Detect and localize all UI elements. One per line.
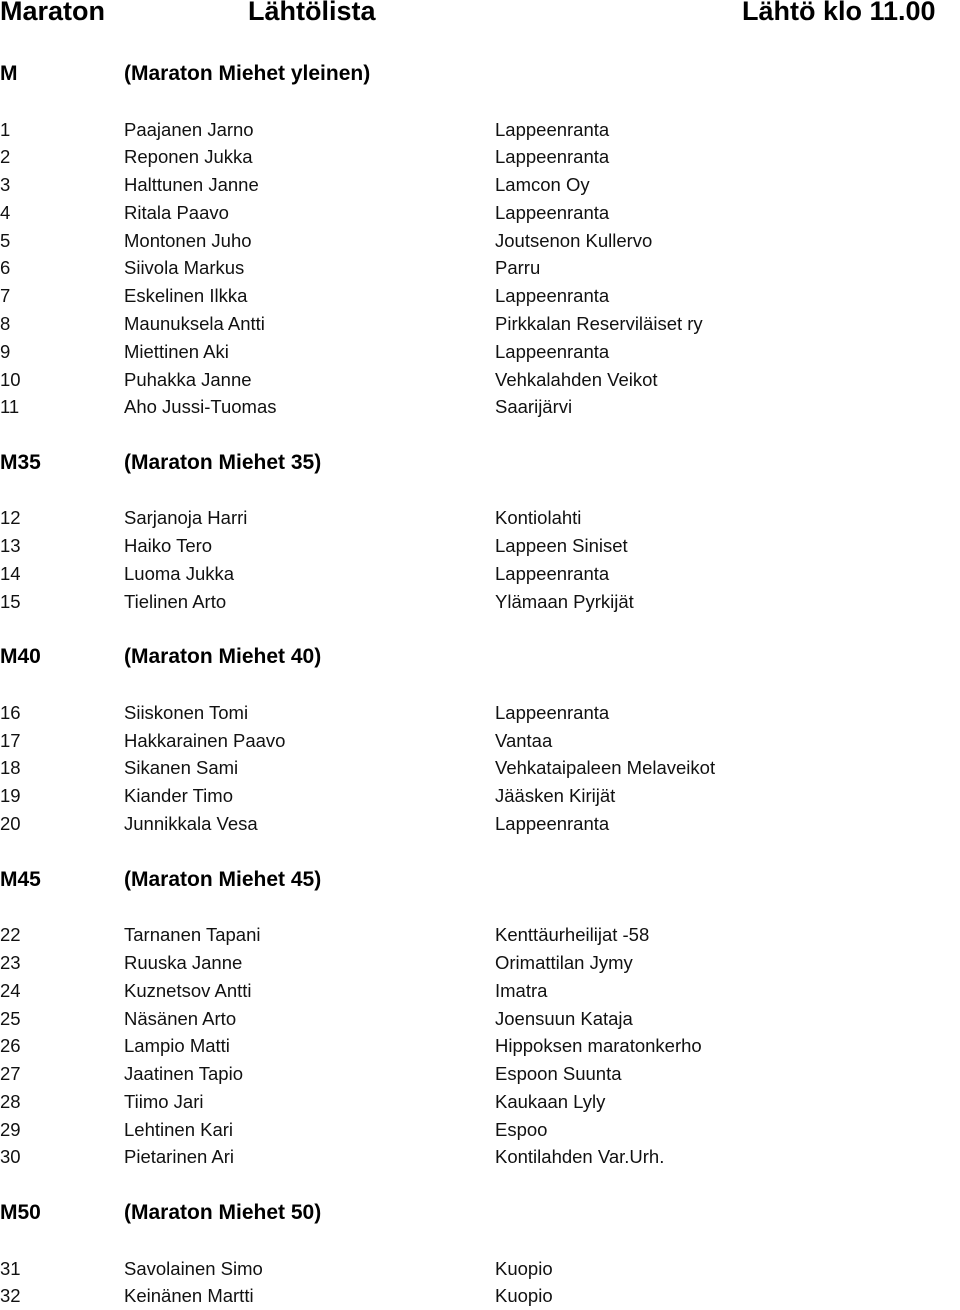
runner-number: 10 — [0, 369, 21, 390]
runner-club: Vantaa — [495, 730, 553, 751]
runner-club: Lappeenranta — [495, 563, 610, 584]
runner-row — [0, 393, 960, 421]
runner-number: 11 — [0, 396, 20, 417]
runner-number: 29 — [0, 1119, 21, 1140]
class-name: (Maraton Miehet 50) — [124, 1201, 322, 1224]
class-heading — [0, 1199, 960, 1227]
runner-row — [0, 810, 960, 838]
class-heading — [0, 643, 960, 671]
runner-number: 1 — [0, 119, 11, 140]
runner-club: Espoo — [495, 1119, 548, 1140]
runner-club: Kaukaan Lyly — [495, 1091, 606, 1112]
runner-row — [0, 1088, 960, 1116]
runner-number: 15 — [0, 591, 21, 612]
runner-row — [0, 1032, 960, 1060]
runner-club: Vehkalahden Veikot — [495, 369, 658, 390]
runner-row — [0, 588, 960, 616]
runner-club: Hippoksen maratonkerho — [495, 1035, 702, 1056]
runner-row — [0, 310, 960, 338]
runner-number: 9 — [0, 341, 11, 362]
runner-name: Junnikkala Vesa — [124, 813, 258, 834]
class-name: (Maraton Miehet yleinen) — [124, 62, 371, 85]
runner-name: Tarnanen Tapani — [124, 924, 261, 945]
runner-row — [0, 254, 960, 282]
class-name: (Maraton Miehet 45) — [124, 868, 322, 891]
runner-number: 2 — [0, 146, 11, 167]
class-heading — [0, 449, 960, 477]
runner-row — [0, 116, 960, 144]
runner-row — [0, 1116, 960, 1144]
runner-club: Lappeenranta — [495, 146, 610, 167]
runner-number: 13 — [0, 535, 21, 556]
runner-name: Siiskonen Tomi — [124, 702, 249, 723]
runner-name: Aho Jussi-Tuomas — [124, 396, 277, 417]
runner-club: Lappeen Siniset — [495, 535, 628, 556]
runner-number: 31 — [0, 1258, 21, 1279]
runner-number: 6 — [0, 257, 11, 278]
class-heading — [0, 866, 960, 894]
runner-name: Siivola Markus — [124, 257, 245, 278]
runner-club: Lappeenranta — [495, 341, 610, 362]
runner-club: Orimattilan Jymy — [495, 952, 633, 973]
runner-number: 27 — [0, 1063, 21, 1084]
runner-name: Puhakka Janne — [124, 369, 252, 390]
runner-number: 22 — [0, 924, 21, 945]
runner-row — [0, 338, 960, 366]
runner-club: Saarijärvi — [495, 396, 573, 417]
runner-name: Pietarinen Ari — [124, 1146, 235, 1167]
runner-name: Miettinen Aki — [124, 341, 229, 362]
runner-row — [0, 921, 960, 949]
runner-number: 12 — [0, 507, 21, 528]
runner-club: Lappeenranta — [495, 119, 610, 140]
runner-club: Pirkkalan Reserviläiset ry — [495, 313, 703, 334]
class-name: (Maraton Miehet 35) — [124, 451, 322, 474]
runner-name: Keinänen Martti — [124, 1285, 254, 1306]
runner-name: Eskelinen Ilkka — [124, 285, 248, 306]
runner-number: 17 — [0, 730, 21, 751]
runner-number: 26 — [0, 1035, 21, 1056]
runner-club: Lappeenranta — [495, 202, 610, 223]
runner-name: Lampio Matti — [124, 1035, 230, 1056]
runner-row — [0, 1005, 960, 1033]
runner-row — [0, 199, 960, 227]
runner-number: 28 — [0, 1091, 21, 1112]
runner-name: Haiko Tero — [124, 535, 213, 556]
runner-number: 3 — [0, 174, 11, 195]
runner-club: Lappeenranta — [495, 285, 610, 306]
runner-name: Lehtinen Kari — [124, 1119, 234, 1140]
runner-row — [0, 532, 960, 560]
class-name: (Maraton Miehet 40) — [124, 645, 322, 668]
runner-number: 7 — [0, 285, 11, 306]
runner-name: Jaatinen Tapio — [124, 1063, 243, 1084]
class-code: M35 — [0, 451, 41, 474]
start-time: Lähtö klo 11.00 — [742, 0, 936, 26]
runner-club: Ylämaan Pyrkijät — [495, 591, 634, 612]
runner-club: Jääsken Kirijät — [495, 785, 616, 806]
runner-name: Kuznetsov Antti — [124, 980, 252, 1001]
runner-club: Espoon Suunta — [495, 1063, 622, 1084]
class-code: M — [0, 62, 18, 85]
runner-number: 24 — [0, 980, 21, 1001]
runner-row — [0, 1060, 960, 1088]
class-code: M50 — [0, 1201, 41, 1224]
runner-row — [0, 699, 960, 727]
runner-club: Lappeenranta — [495, 813, 610, 834]
runner-club: Vehkataipaleen Melaveikot — [495, 757, 716, 778]
runner-number: 20 — [0, 813, 21, 834]
runner-row — [0, 1143, 960, 1171]
runner-name: Kiander Timo — [124, 785, 233, 806]
runner-row — [0, 727, 960, 755]
list-title: Lähtölista — [248, 0, 376, 26]
runner-number: 5 — [0, 230, 11, 251]
runner-name: Paajanen Jarno — [124, 119, 254, 140]
runner-club: Kontiolahti — [495, 507, 582, 528]
class-heading — [0, 60, 960, 88]
runner-club: Kenttäurheilijat -58 — [495, 924, 650, 945]
page-header — [0, 0, 960, 28]
runner-row — [0, 171, 960, 199]
runner-row — [0, 1255, 960, 1283]
runner-number: 4 — [0, 202, 11, 223]
runner-row — [0, 754, 960, 782]
runner-row — [0, 949, 960, 977]
runner-row — [0, 366, 960, 394]
runner-name: Luoma Jukka — [124, 563, 235, 584]
runner-club: Imatra — [495, 980, 548, 1001]
runner-number: 23 — [0, 952, 21, 973]
runner-name: Sarjanoja Harri — [124, 507, 248, 528]
runner-row — [0, 143, 960, 171]
runner-name: Hakkarainen Paavo — [124, 730, 286, 751]
runner-number: 8 — [0, 313, 11, 334]
runner-number: 16 — [0, 702, 21, 723]
runner-name: Tiimo Jari — [124, 1091, 204, 1112]
runner-club: Kuopio — [495, 1285, 553, 1306]
runner-name: Reponen Jukka — [124, 146, 253, 167]
runner-name: Savolainen Simo — [124, 1258, 263, 1279]
runner-club: Lappeenranta — [495, 702, 610, 723]
runner-name: Montonen Juho — [124, 230, 252, 251]
runner-club: Kontilahden Var.Urh. — [495, 1146, 665, 1167]
runner-number: 32 — [0, 1285, 21, 1306]
runner-name: Maunuksela Antti — [124, 313, 265, 334]
runner-row — [0, 560, 960, 588]
runner-name: Halttunen Janne — [124, 174, 259, 195]
runner-row — [0, 227, 960, 255]
runner-number: 14 — [0, 563, 21, 584]
runner-number: 19 — [0, 785, 21, 806]
runner-number: 30 — [0, 1146, 21, 1167]
class-code: M40 — [0, 645, 41, 668]
event-title: Maraton — [0, 0, 106, 26]
runner-club: Lamcon Oy — [495, 174, 590, 195]
runner-club: Joutsenon Kullervo — [495, 230, 653, 251]
runner-row — [0, 504, 960, 532]
runner-row — [0, 977, 960, 1005]
runner-row — [0, 1282, 960, 1310]
runner-row — [0, 282, 960, 310]
class-code: M45 — [0, 868, 41, 891]
runner-name: Ruuska Janne — [124, 952, 243, 973]
runner-number: 25 — [0, 1008, 21, 1029]
runner-name: Sikanen Sami — [124, 757, 239, 778]
runner-name: Tielinen Arto — [124, 591, 227, 612]
runner-club: Joensuun Kataja — [495, 1008, 633, 1029]
runner-club: Parru — [495, 257, 541, 278]
runner-row — [0, 782, 960, 810]
runner-number: 18 — [0, 757, 21, 778]
runner-name: Näsänen Arto — [124, 1008, 237, 1029]
runner-name: Ritala Paavo — [124, 202, 229, 223]
runner-club: Kuopio — [495, 1258, 553, 1279]
